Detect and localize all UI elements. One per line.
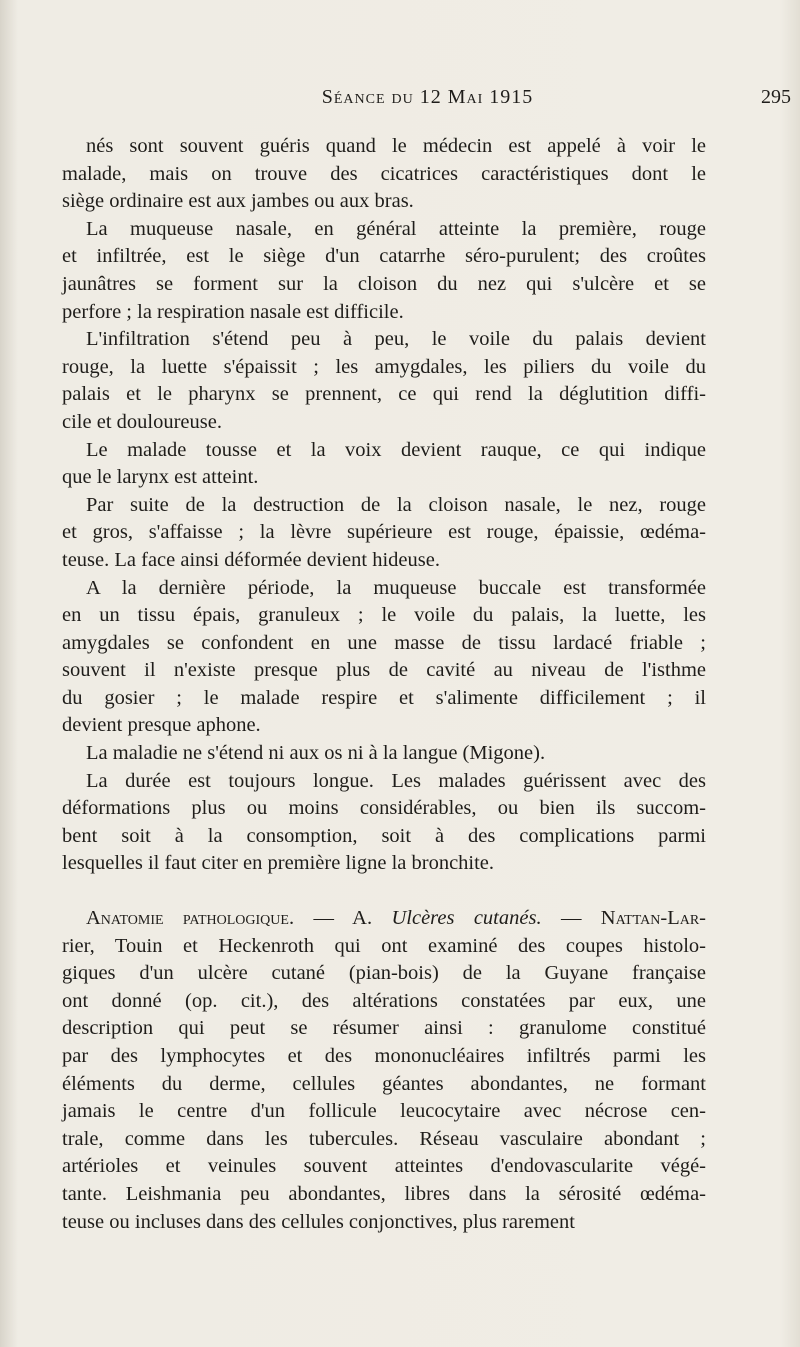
paragraph	[62, 216, 706, 326]
running-title: Séance du 12 Mai 1915	[321, 86, 534, 108]
text-line: La muqueuse nasale, en général atteinte la première, rouge	[86, 217, 706, 240]
text-line: teuse. La face ainsi déformée devient hideuse.	[62, 548, 440, 571]
text-line: jaunâtres se forment sur la cloison du nez qui s'ulcère et se	[62, 272, 706, 295]
section-lines	[62, 933, 706, 1237]
text-line: rouge, la luette s'épaissit ; les amygdales, les piliers du voile du	[62, 355, 706, 378]
text-line: éléments du derme, cellules géantes abondantes, ne formant	[62, 1072, 706, 1095]
text-line: teuse ou incluses dans des cellules conjonctives, plus rarement	[62, 1210, 575, 1233]
paragraph	[62, 768, 706, 878]
text-line: malade, mais on trouve des cicatrices caractéristiques dont le	[62, 162, 706, 185]
text-line: perfore ; la respiration nasale est difficile.	[62, 300, 404, 323]
text-line: L'infiltration s'étend peu à peu, le voile du palais devient	[86, 328, 706, 351]
text-line: bent soit à la consomption, soit à des complications parmi	[62, 824, 706, 847]
paragraph	[62, 575, 706, 741]
text-line: jamais le centre d'un follicule leucocytaire avec nécrose cen-	[62, 1100, 706, 1123]
page-number: 295	[761, 86, 791, 108]
text-line: Le malade tousse et la voix devient rauque, ce qui indique	[86, 438, 706, 461]
text-line: palais et le pharynx se prennent, ce qui rend la déglutition diffi-	[62, 383, 706, 406]
text-line: et infiltrée, est le siège d'un catarrhe séro-purulent; des croûtes	[62, 245, 706, 268]
page-header	[60, 86, 795, 116]
text-line: par des lymphocytes et des mononucléaires infiltrés parmi les	[62, 1045, 706, 1067]
text-line: souvent il n'existe presque plus de cavité au niveau de l'isthme	[62, 659, 706, 682]
paragraphs	[62, 133, 706, 878]
section-gap	[62, 878, 706, 905]
text-line: ont donné (op. cit.), des altérations constatées par eux, une	[62, 989, 706, 1012]
text-line: siège ordinaire est aux jambes ou aux bras.	[62, 190, 414, 213]
text-line: trale, comme dans les tubercules. Réseau vasculaire abondant ;	[62, 1127, 706, 1150]
text-line: cile et douloureuse.	[62, 410, 222, 433]
body-text	[62, 133, 706, 1236]
text-line: tante. Leishmania peu abondantes, libres dans la sérosité œdéma-	[62, 1182, 706, 1205]
text-line: artérioles et veinules souvent atteintes d'endovascularite végé-	[62, 1155, 706, 1178]
section-heading-line	[62, 905, 706, 933]
heading-separator: — A.	[294, 907, 392, 930]
text-line: que le larynx est atteint.	[62, 466, 259, 489]
text-line: giques d'un ulcère cutané (pian-bois) de la Guyane française	[62, 962, 706, 985]
text-line: A la dernière période, la muqueuse buccale est transformée	[86, 576, 706, 599]
text-line: Par suite de la destruction de la cloison nasale, le nez, rouge	[86, 493, 706, 516]
paragraph	[62, 740, 706, 768]
paragraph	[62, 437, 706, 492]
heading-separator-2: —	[541, 907, 601, 930]
text-line: et gros, s'affaisse ; la lèvre supérieure est rouge, épaissie, œdéma-	[62, 521, 706, 544]
paragraph	[62, 492, 706, 575]
text-line: amygdales se confondent en une masse de tissu lardacé friable ;	[62, 631, 706, 654]
text-line: devient presque aphone.	[62, 714, 261, 737]
text-line: La durée est toujours longue. Les malades guérissent avec des	[86, 769, 706, 792]
section-heading: Anatomie pathologique.	[86, 907, 295, 930]
text-line: nés sont souvent guéris quand le médecin est appelé à voir le	[86, 135, 706, 157]
text-line: déformations plus ou moins considérables, ou bien ils succom-	[62, 797, 706, 820]
text-line: du gosier ; le malade respire et s'alimente difficilement ; il	[62, 686, 706, 709]
text-line: description qui peut se résumer ainsi : granulome constitué	[62, 1017, 706, 1040]
text-line: La maladie ne s'étend ni aux os ni à la langue (Migone).	[86, 742, 546, 765]
paragraph	[62, 133, 706, 216]
text-line: rier, Touin et Heckenroth qui ont examiné des coupes histolo-	[62, 934, 706, 957]
author-name: Nattan-Lar-	[600, 907, 706, 930]
text-line: lesquelles il faut citer en première ligne la bronchite.	[62, 852, 495, 875]
paragraph	[62, 326, 706, 436]
text-line: en un tissu épais, granuleux ; le voile du palais, la luette, les	[62, 604, 706, 627]
section-anatomie	[62, 905, 706, 1236]
section-subheading: Ulcères cutanés.	[391, 907, 542, 930]
